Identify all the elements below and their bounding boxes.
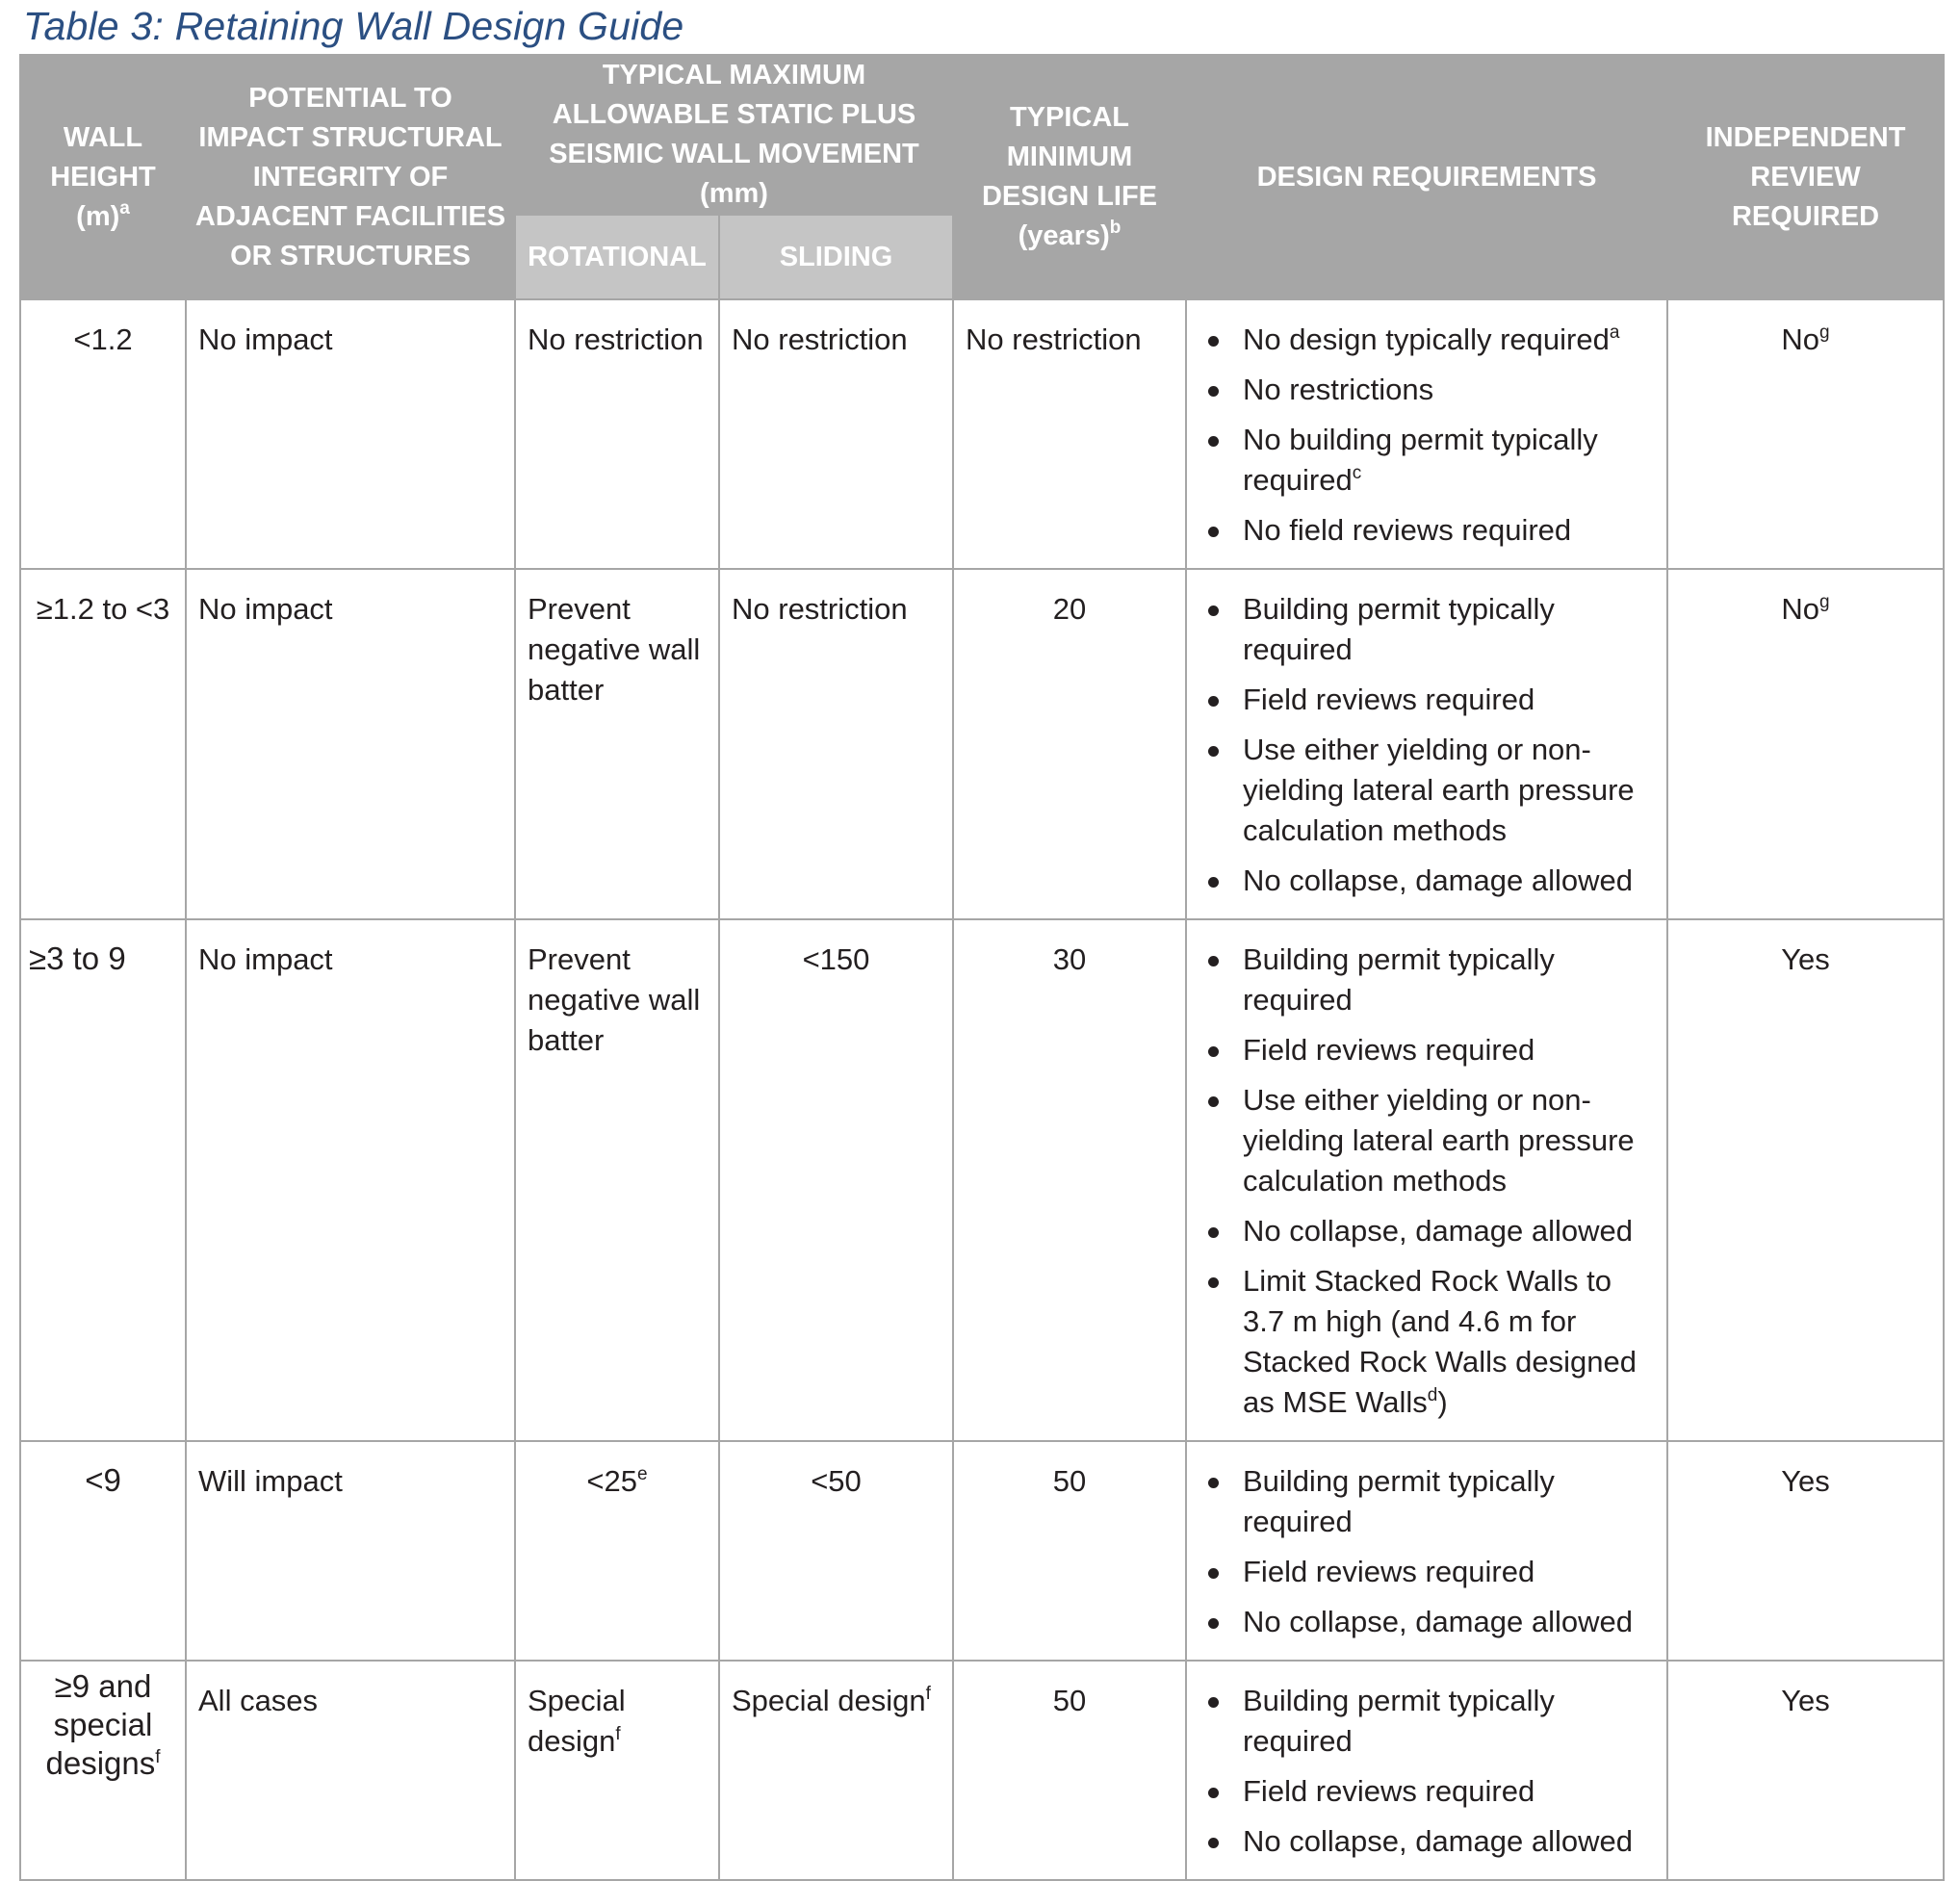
table-row	[20, 1661, 1944, 1880]
list-item: No building permit typically required$^c$	[1243, 420, 1655, 501]
list-item: No design typically required$^a$	[1243, 320, 1655, 360]
cell-design-requirements	[1186, 1661, 1667, 1880]
list-item: Limit Stacked Rock Walls to 3.7 m high (and 4.6 m for Stacked Rock Walls designed as MSE Walls$^d$)	[1243, 1261, 1655, 1423]
cell-impact: No impact	[186, 569, 515, 919]
header-design-life: TYPICAL MINIMUM DESIGN LIFE (years)$^b$	[953, 55, 1186, 299]
cell-wall-height: ≥3 to 9	[20, 919, 186, 1441]
cell-rotational: No restriction	[515, 299, 719, 569]
cell-independent-review: No$^g$	[1667, 569, 1944, 919]
cell-impact: All cases	[186, 1661, 515, 1880]
requirements-list	[1199, 589, 1655, 901]
table-header	[20, 55, 1944, 299]
cell-design-life: No restriction	[953, 299, 1186, 569]
table-row	[20, 569, 1944, 919]
list-item: Building permit typically required	[1243, 1461, 1655, 1542]
cell-rotational: Prevent negative wall batter	[515, 569, 719, 919]
list-item: No collapse, damage allowed	[1243, 861, 1655, 901]
header-independent-review: INDEPENDENT REVIEW REQUIRED	[1667, 55, 1944, 299]
cell-design-requirements	[1186, 569, 1667, 919]
cell-design-requirements	[1186, 299, 1667, 569]
list-item: No collapse, damage allowed	[1243, 1821, 1655, 1862]
cell-rotational: $<25^e$	[515, 1441, 719, 1661]
cell-wall-height: ≥1.2 to <3	[20, 569, 186, 919]
cell-impact: No impact	[186, 919, 515, 1441]
header-impact: POTENTIAL TO IMPACT STRUCTURAL INTEGRITY OF ADJACENT FACILITIES OR STRUCTURES	[186, 55, 515, 299]
header-wall-height: WALL HEIGHT $(m)^a$	[20, 55, 186, 299]
list-item: Building permit typically required	[1243, 940, 1655, 1020]
table-row	[20, 299, 1944, 569]
list-item: No restrictions	[1243, 370, 1655, 410]
cell-wall-height: <9	[20, 1441, 186, 1661]
table-caption: Table 3: Retaining Wall Design Guide	[23, 4, 684, 48]
list-item: No collapse, damage allowed	[1243, 1211, 1655, 1251]
header-sliding: SLIDING	[719, 215, 953, 299]
header-design-requirements: DESIGN REQUIREMENTS	[1186, 55, 1667, 299]
cell-independent-review: Yes	[1667, 919, 1944, 1441]
list-item: No field reviews required	[1243, 510, 1655, 551]
cell-rotational: Special design$^f$	[515, 1661, 719, 1880]
list-item: Field reviews required	[1243, 1771, 1655, 1812]
list-item: Field reviews required	[1243, 680, 1655, 720]
requirements-list	[1199, 1461, 1655, 1642]
table-row	[20, 1441, 1944, 1661]
cell-sliding: Special design$^f$	[719, 1661, 953, 1880]
table-row	[20, 919, 1944, 1441]
table-body	[20, 299, 1944, 1880]
cell-design-life: 30	[953, 919, 1186, 1441]
cell-design-requirements	[1186, 919, 1667, 1441]
cell-sliding: <50	[719, 1441, 953, 1661]
cell-design-life: 50	[953, 1441, 1186, 1661]
cell-independent-review: Yes	[1667, 1441, 1944, 1661]
list-item: Building permit typically required	[1243, 1681, 1655, 1762]
header-movement: TYPICAL MAXIMUM ALLOWABLE STATIC PLUS SEISMIC WALL MOVEMENT (mm)	[515, 55, 953, 215]
cell-impact: No impact	[186, 299, 515, 569]
list-item: Field reviews required	[1243, 1552, 1655, 1592]
cell-wall-height: <1.2	[20, 299, 186, 569]
list-item: Building permit typically required	[1243, 589, 1655, 670]
cell-design-life: 50	[953, 1661, 1186, 1880]
list-item: Use either yielding or non-yielding lateral earth pressure calculation methods	[1243, 730, 1655, 851]
cell-independent-review: Yes	[1667, 1661, 1944, 1880]
requirements-list	[1199, 320, 1655, 551]
list-item: Field reviews required	[1243, 1030, 1655, 1070]
cell-impact: Will impact	[186, 1441, 515, 1661]
cell-design-life: 20	[953, 569, 1186, 919]
cell-sliding: No restriction	[719, 299, 953, 569]
retaining-wall-design-table	[19, 54, 1945, 1881]
header-rotational: ROTATIONAL	[515, 215, 719, 299]
cell-sliding: <150	[719, 919, 953, 1441]
cell-wall-height: ≥9 and special designs$^f$	[20, 1661, 186, 1880]
requirements-list	[1199, 1681, 1655, 1862]
cell-independent-review: No$^g$	[1667, 299, 1944, 569]
cell-design-requirements	[1186, 1441, 1667, 1661]
requirements-list	[1199, 940, 1655, 1423]
list-item: Use either yielding or non-yielding lateral earth pressure calculation methods	[1243, 1080, 1655, 1201]
cell-sliding: No restriction	[719, 569, 953, 919]
cell-rotational: Prevent negative wall batter	[515, 919, 719, 1441]
list-item: No collapse, damage allowed	[1243, 1602, 1655, 1642]
